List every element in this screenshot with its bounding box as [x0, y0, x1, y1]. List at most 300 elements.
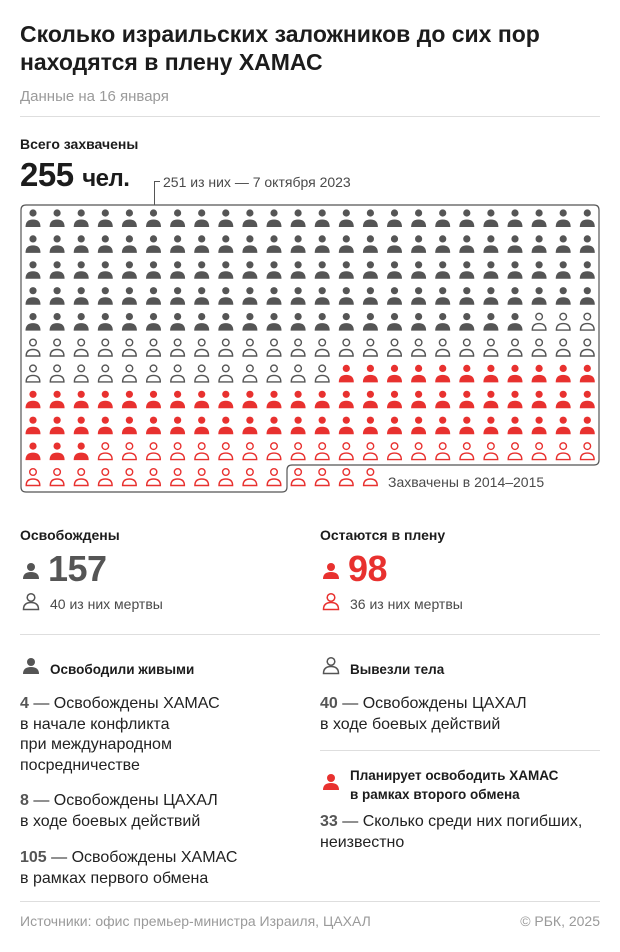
hostage-icon-released-alive [556, 287, 571, 305]
hostage-icon-held-alive [556, 391, 571, 409]
hostage-icon-released-alive [291, 261, 306, 279]
hostage-icon-held-alive [483, 417, 498, 435]
hostage-icon-released-alive [435, 313, 450, 331]
alive-item-2 [20, 791, 290, 832]
hostage-icon-released-alive [532, 287, 547, 305]
hostage-icon-released-alive [26, 313, 41, 331]
hostage-icon-released-alive [532, 209, 547, 227]
hostage-icon-released-alive [363, 235, 378, 253]
hostage-icon-held-alive [411, 391, 426, 409]
hostage-icon-released-dead [195, 339, 209, 356]
hostage-icon-released-alive [387, 313, 402, 331]
item-text: — Освобождены ХАМАС [33, 695, 220, 712]
hostage-icon-held-dead [581, 443, 595, 460]
hostage-icon-held-dead [291, 469, 305, 486]
hostage-icon-held-dead [195, 469, 209, 486]
hostage-icon-held-alive [339, 417, 354, 435]
hostage-icon-held-dead [340, 469, 354, 486]
hostage-icon-held-alive [556, 365, 571, 383]
released-dead-note: 40 из них мертвы [50, 596, 163, 612]
hostage-icon-held-dead [50, 469, 64, 486]
hostage-icon-held-alive [170, 391, 185, 409]
hostage-icon-held-dead [195, 443, 209, 460]
hostage-icon-released-alive [363, 313, 378, 331]
hostage-icon-held-alive [74, 391, 89, 409]
bodies-heading: Вывезли тела [350, 662, 445, 677]
hostage-icon-held-alive [50, 391, 65, 409]
hostage-icon-released-alive [339, 313, 354, 331]
hostage-icon-released-alive [267, 261, 282, 279]
hostage-icon-held-dead [171, 443, 185, 460]
hostage-icon-released-dead [532, 339, 546, 356]
hostage-icon-released-alive [267, 287, 282, 305]
hostage-icon-released-alive [194, 235, 209, 253]
hostage-icon-held-alive [556, 417, 571, 435]
hostage-icon-held-alive [242, 391, 257, 409]
hostage-icon-released-dead [412, 339, 426, 356]
alive-item-3 [20, 848, 290, 889]
hostage-icon-released-alive [242, 261, 257, 279]
hostage-icon-held-dead [556, 443, 570, 460]
hostage-icon-released-dead [26, 365, 40, 382]
hostage-icon-released-alive [435, 235, 450, 253]
hostage-icon-released-alive [218, 313, 233, 331]
hostage-icon-released-alive [98, 287, 113, 305]
hostage-icon-released-alive [459, 235, 474, 253]
person-filled-red-icon [320, 772, 342, 792]
hostage-icon-held-alive [532, 365, 547, 383]
hostage-icon-held-alive [146, 417, 161, 435]
hostage-icon-released-dead [484, 339, 498, 356]
hostage-icon-released-dead [436, 339, 450, 356]
hostage-icon-released-dead [123, 365, 137, 382]
hostage-icon-held-alive [315, 417, 330, 435]
hostage-icon-held-dead [99, 443, 113, 460]
hostage-icon-released-alive [194, 313, 209, 331]
copyright: © РБК, 2025 [520, 913, 600, 929]
item-text: в начале конфликта [20, 715, 170, 733]
hostage-icon-released-alive [242, 209, 257, 227]
hostage-icon-held-alive [146, 391, 161, 409]
hostage-icon-held-dead [460, 443, 474, 460]
person-filled-red-icon [320, 561, 342, 581]
hostage-icon-held-alive [74, 417, 89, 435]
item-number: 8 [20, 792, 29, 809]
hostage-icon-released-alive [315, 235, 330, 253]
hostage-icon-held-alive [483, 391, 498, 409]
item-text: — Освобождены ЦАХАЛ [342, 695, 527, 712]
hostage-icon-released-alive [315, 261, 330, 279]
hostage-icon-released-alive [291, 209, 306, 227]
hostage-icon-held-alive [459, 365, 474, 383]
hostage-icon-released-alive [387, 209, 402, 227]
hostage-icon-held-dead [412, 443, 426, 460]
hostage-icon-held-alive [411, 417, 426, 435]
planned-heading-line: Планирует освободить ХАМАС [350, 768, 559, 783]
hostage-icon-held-alive [194, 391, 209, 409]
hostage-icon-released-alive [50, 209, 65, 227]
hostage-icon-released-alive [508, 209, 523, 227]
hostage-icon-released-dead [508, 339, 522, 356]
hostage-icon-held-alive [411, 365, 426, 383]
hostage-icon-held-alive [122, 391, 137, 409]
hostage-icon-released-alive [170, 209, 185, 227]
hostage-icon-held-dead [171, 469, 185, 486]
divider [320, 750, 600, 751]
hostage-icon-held-alive [363, 391, 378, 409]
hostage-icon-released-alive [363, 261, 378, 279]
hostage-icon-released-alive [363, 209, 378, 227]
hostage-icon-released-dead [581, 339, 595, 356]
hostage-icon-released-dead [388, 339, 402, 356]
hostage-icon-released-alive [242, 313, 257, 331]
hostage-icon-released-alive [315, 313, 330, 331]
hostage-icon-released-alive [170, 287, 185, 305]
hostage-icon-released-alive [194, 209, 209, 227]
hostage-icon-released-alive [508, 313, 523, 331]
hostage-icon-released-alive [194, 261, 209, 279]
hostage-icon-released-dead [99, 365, 113, 382]
hostage-icon-released-alive [74, 313, 89, 331]
hostage-icon-held-alive [218, 391, 233, 409]
hostage-icon-held-alive [532, 391, 547, 409]
hostage-icon-held-alive [580, 391, 595, 409]
hostage-icon-released-dead [315, 339, 329, 356]
hostage-icon-released-dead [219, 365, 233, 382]
item-number: 4 [20, 695, 29, 712]
hostage-icon-released-alive [532, 261, 547, 279]
alive-item-1 [20, 694, 290, 776]
hostage-icon-held-dead [74, 469, 88, 486]
hostage-icon-held-dead [219, 469, 233, 486]
hostage-icon-released-alive [508, 287, 523, 305]
hostage-icon-held-dead [147, 469, 161, 486]
hostage-icon-released-alive [483, 261, 498, 279]
hostage-icon-released-alive [242, 287, 257, 305]
hostage-icon-held-alive [435, 365, 450, 383]
hostage-icon-released-alive [483, 235, 498, 253]
remaining-dead-note: 36 из них мертвы [350, 596, 463, 612]
total-unit: чел. [82, 165, 130, 192]
person-outline-icon [320, 656, 342, 676]
hostage-icon-released-alive [146, 209, 161, 227]
hostage-icon-released-alive [50, 287, 65, 305]
hostage-icon-released-alive [556, 235, 571, 253]
remaining-label: Остаются в плену [320, 527, 446, 543]
hostage-icon-released-dead [171, 339, 185, 356]
hostage-icon-released-dead [243, 339, 257, 356]
hostage-icon-held-dead [315, 443, 329, 460]
hostage-icon-released-alive [556, 261, 571, 279]
hostage-icon-released-alive [98, 313, 113, 331]
hostage-icon-released-alive [580, 235, 595, 253]
hostage-icon-released-alive [122, 287, 137, 305]
hostage-icon-held-alive [170, 417, 185, 435]
hostage-icon-released-alive [291, 287, 306, 305]
hostage-icon-held-dead [243, 443, 257, 460]
hostage-icon-released-alive [459, 313, 474, 331]
planned-heading-line: в рамках второго обмена [350, 787, 520, 802]
person-filled-icon [20, 561, 42, 581]
hostage-icon-held-dead [147, 443, 161, 460]
hostage-icon-released-dead [364, 339, 378, 356]
alive-heading: Освободили живыми [50, 662, 195, 677]
hostage-icon-released-alive [98, 261, 113, 279]
hostage-icon-released-alive [50, 261, 65, 279]
hostage-icon-released-alive [74, 209, 89, 227]
total-number: 255 [20, 156, 74, 193]
hostage-icon-released-alive [411, 287, 426, 305]
hostage-icon-held-dead [291, 443, 305, 460]
hostage-icon-released-alive [122, 235, 137, 253]
hostage-icon-released-dead [147, 339, 161, 356]
hostage-icon-released-dead [243, 365, 257, 382]
hostage-icon-held-alive [459, 417, 474, 435]
hostage-icon-held-alive [26, 417, 41, 435]
hostage-icon-released-alive [339, 209, 354, 227]
hostage-icon-released-alive [146, 313, 161, 331]
hostage-icon-released-dead [291, 365, 305, 382]
hostage-icon-released-dead [26, 339, 40, 356]
hostage-icon-released-alive [218, 209, 233, 227]
hostage-icon-held-alive [508, 391, 523, 409]
hostage-icon-released-alive [435, 261, 450, 279]
hostage-icon-released-alive [170, 313, 185, 331]
item-number: 40 [320, 695, 338, 712]
hostage-icon-released-alive [146, 287, 161, 305]
hostage-icon-held-alive [242, 417, 257, 435]
hostage-icon-released-dead [460, 339, 474, 356]
hostage-icon-released-alive [387, 287, 402, 305]
hostage-icon-released-alive [98, 209, 113, 227]
item-text: в рамках первого обмена [20, 869, 209, 887]
hostage-icon-released-alive [74, 235, 89, 253]
item-text: — Освобождены ХАМАС [51, 849, 238, 866]
hostage-icon-released-alive [387, 261, 402, 279]
hostage-icon-held-alive [74, 443, 89, 461]
hostage-icon-held-alive [122, 417, 137, 435]
hostage-icon-released-alive [50, 313, 65, 331]
hostage-icon-released-dead [195, 365, 209, 382]
hostage-icon-released-alive [267, 209, 282, 227]
hostage-icon-released-alive [411, 235, 426, 253]
oct-annotation: 251 из них — 7 октября 2023 [163, 174, 351, 190]
hostage-icon-released-alive [435, 209, 450, 227]
hostage-icon-held-dead [315, 469, 329, 486]
hostage-icon-held-dead [267, 469, 281, 486]
hostage-icon-released-alive [242, 235, 257, 253]
item-text: в ходе боевых действий [320, 715, 501, 733]
hostage-icon-released-alive [26, 235, 41, 253]
item-text: в ходе боевых действий [20, 812, 201, 830]
planned-heading [350, 766, 600, 804]
hostage-icon-held-dead [26, 469, 40, 486]
hostage-icon-released-alive [146, 261, 161, 279]
hostage-icon-released-dead [50, 365, 64, 382]
hostage-icon-released-alive [532, 235, 547, 253]
hostage-icon-released-alive [411, 313, 426, 331]
hostage-icon-released-alive [483, 209, 498, 227]
hostage-icon-released-alive [218, 287, 233, 305]
hostage-icon-released-alive [580, 209, 595, 227]
hostage-icon-held-alive [218, 417, 233, 435]
hostage-icon-released-dead [99, 339, 113, 356]
hostage-icon-held-alive [435, 417, 450, 435]
hostage-icon-held-alive [339, 391, 354, 409]
hostage-icon-held-alive [98, 417, 113, 435]
hostage-icon-released-dead [340, 339, 354, 356]
hostage-icon-held-alive [580, 365, 595, 383]
hostage-icon-held-alive [508, 417, 523, 435]
hostage-icon-held-dead [99, 469, 113, 486]
hostage-icon-released-alive [315, 287, 330, 305]
hostage-icon-released-alive [122, 209, 137, 227]
hostage-icon-held-dead [123, 443, 137, 460]
hostage-icon-held-alive [580, 417, 595, 435]
hostage-icon-held-dead [484, 443, 498, 460]
released-value: 157 [48, 548, 107, 589]
hostage-icon-released-alive [459, 209, 474, 227]
hostage-icon-held-alive [194, 417, 209, 435]
hostage-icon-released-alive [170, 235, 185, 253]
hostage-icon-released-alive [339, 235, 354, 253]
hostage-icon-released-dead [74, 365, 88, 382]
hostage-icon-released-dead [291, 339, 305, 356]
hostage-icon-released-alive [218, 261, 233, 279]
hostage-icon-released-alive [50, 235, 65, 253]
hostage-icon-held-dead [508, 443, 522, 460]
divider [20, 634, 600, 635]
hostage-icon-released-alive [435, 287, 450, 305]
hostage-icon-released-alive [339, 261, 354, 279]
released-label: Освобождены [20, 527, 120, 543]
hostage-icon-held-alive [291, 391, 306, 409]
hostage-icon-released-dead [219, 339, 233, 356]
hostage-icon-held-alive [315, 391, 330, 409]
hostage-icon-released-alive [508, 235, 523, 253]
total-label: Всего захвачены [20, 136, 139, 152]
hostage-icon-held-alive [26, 443, 41, 461]
person-filled-icon [20, 656, 42, 676]
remaining-value: 98 [348, 548, 388, 589]
hostage-icon-held-alive [98, 391, 113, 409]
hostage-icon-held-alive [291, 417, 306, 435]
hostage-icon-released-alive [98, 235, 113, 253]
item-text: — Освобождены ЦАХАЛ [33, 792, 218, 809]
planned-item-1 [320, 812, 605, 853]
hostage-icon-released-dead [123, 339, 137, 356]
hostage-icon-held-dead [364, 469, 378, 486]
hostage-icon-released-alive [556, 209, 571, 227]
hostage-icon-held-dead [123, 469, 137, 486]
hostage-icon-held-alive [267, 391, 282, 409]
hostage-icon-released-alive [291, 235, 306, 253]
hostage-icon-held-alive [363, 417, 378, 435]
hostage-icon-released-dead [171, 365, 185, 382]
hostage-icon-released-dead [556, 313, 570, 330]
hostage-icon-released-alive [411, 209, 426, 227]
hostage-icon-released-dead [581, 313, 595, 330]
hostage-icon-held-dead [267, 443, 281, 460]
2014-annotation: Захвачены в 2014–2015 [388, 474, 545, 490]
hostage-icon-held-dead [364, 443, 378, 460]
hostage-icon-released-alive [26, 261, 41, 279]
hostage-icon-released-alive [483, 287, 498, 305]
hostage-icon-released-alive [291, 313, 306, 331]
hostage-icon-released-alive [339, 287, 354, 305]
item-text: при международном [20, 736, 172, 753]
item-number: 33 [320, 813, 338, 830]
hostage-icon-held-dead [219, 443, 233, 460]
hostage-icon-held-alive [50, 417, 65, 435]
hostage-icon-released-alive [122, 313, 137, 331]
bodies-item-1 [320, 694, 600, 735]
hostage-icon-released-alive [74, 261, 89, 279]
hostage-icon-released-dead [50, 339, 64, 356]
hostage-icon-released-dead [532, 313, 546, 330]
hostage-icon-released-alive [363, 287, 378, 305]
hostage-icon-released-alive [122, 261, 137, 279]
item-number: 105 [20, 849, 47, 866]
person-outline-icon [20, 592, 42, 612]
hostage-icon-held-alive [508, 365, 523, 383]
hostage-icon-held-alive [387, 391, 402, 409]
hostage-icon-held-alive [387, 417, 402, 435]
hostage-icon-held-alive [26, 391, 41, 409]
hostage-icon-released-alive [267, 313, 282, 331]
hostage-icon-held-alive [50, 443, 65, 461]
hostage-icon-released-alive [315, 209, 330, 227]
hostage-icon-released-dead [315, 365, 329, 382]
hostage-icon-held-alive [459, 391, 474, 409]
hostage-icon-held-alive [339, 365, 354, 383]
hostage-icon-released-alive [170, 261, 185, 279]
hostage-icon-held-alive [363, 365, 378, 383]
hostage-icon-released-dead [147, 365, 161, 382]
hostage-icon-held-alive [532, 417, 547, 435]
hostage-icon-released-alive [26, 287, 41, 305]
hostage-icon-released-alive [194, 287, 209, 305]
hostage-icon-released-alive [580, 287, 595, 305]
hostage-icon-released-dead [267, 365, 281, 382]
hostage-icon-held-dead [532, 443, 546, 460]
hostage-icon-released-dead [74, 339, 88, 356]
hostage-icon-released-alive [218, 235, 233, 253]
divider [20, 901, 600, 902]
hostage-icon-held-alive [435, 391, 450, 409]
hostage-icon-held-dead [340, 443, 354, 460]
item-text: посредничестве [20, 756, 140, 774]
hostage-icon-held-alive [387, 365, 402, 383]
hostage-icon-released-alive [74, 287, 89, 305]
hostage-icon-released-alive [459, 261, 474, 279]
hostage-icon-released-alive [508, 261, 523, 279]
hostage-icon-released-alive [483, 313, 498, 331]
item-text: — Сколько среди них погибших, [342, 813, 583, 830]
hostage-icon-released-alive [411, 261, 426, 279]
hostage-icon-held-alive [483, 365, 498, 383]
data-date: Данные на 16 января [20, 88, 169, 105]
item-text: неизвестно [320, 833, 405, 851]
hostage-icon-held-dead [388, 443, 402, 460]
sources: Источники: офис премьер-министра Израиля, ЦАХАЛ [20, 913, 371, 929]
hostage-icon-held-alive [267, 417, 282, 435]
person-outline-red-icon [320, 592, 342, 612]
hostage-icon-held-dead [243, 469, 257, 486]
hostage-icon-released-alive [146, 235, 161, 253]
hostage-icon-held-dead [436, 443, 450, 460]
hostage-icon-released-alive [387, 235, 402, 253]
